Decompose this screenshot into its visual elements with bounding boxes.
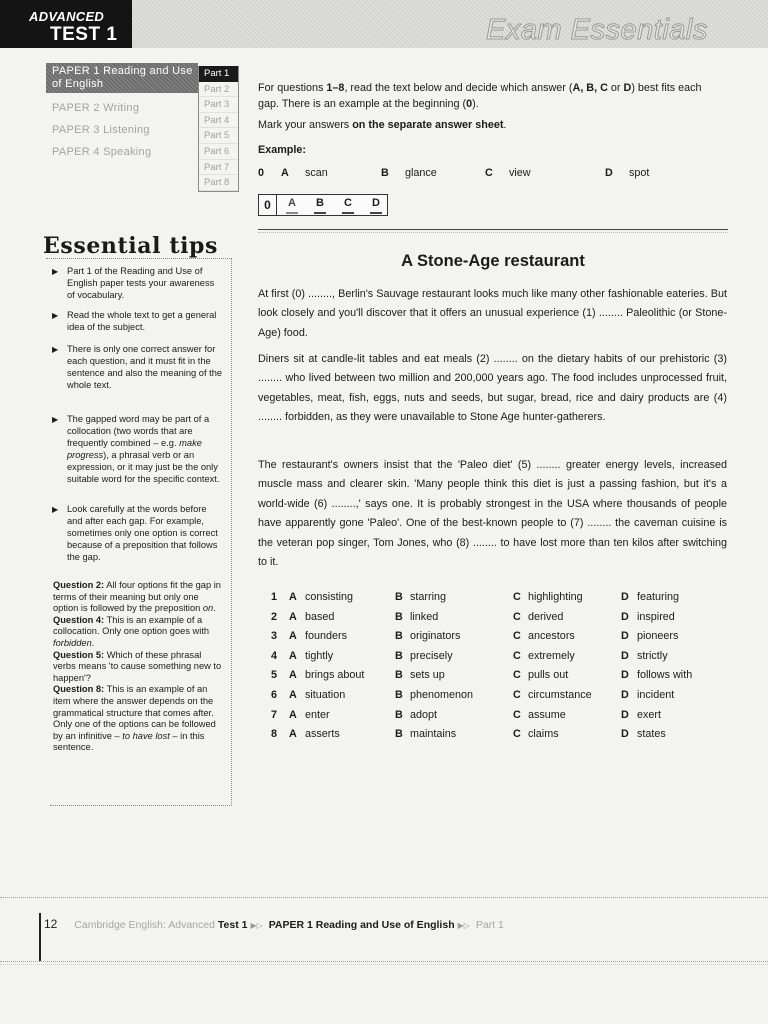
option-letter: C [513, 591, 521, 603]
option-letter: C [513, 649, 521, 662]
tips-title: Essential tips [43, 233, 219, 259]
example-label: Example: [258, 144, 307, 156]
options-table [258, 588, 728, 745]
part-item-5[interactable]: Part 5 [199, 128, 238, 144]
answer-sheet-note: Mark your answers on the separate answer sheet. [258, 119, 507, 131]
option-letter: A [289, 649, 297, 662]
answer-option-b[interactable]: B [313, 197, 327, 209]
option-word: brings about [305, 669, 365, 682]
question-note: Question 2: All four options fit the gap in terms of their meaning but only one option is followed by the preposition on. [53, 580, 221, 614]
part-item-3[interactable]: Part 3 [199, 97, 238, 113]
question-number: 4 [271, 649, 278, 662]
footer-rule [0, 964, 768, 965]
option-letter: C [513, 708, 521, 721]
question-number: 1 [271, 591, 278, 603]
option-row [258, 686, 728, 706]
option-letter: A [289, 630, 297, 643]
option-letter: B [395, 708, 403, 721]
option-letter: B [395, 630, 403, 643]
part-item-2[interactable]: Part 2 [199, 82, 238, 98]
option-word: extremely [528, 649, 575, 662]
option-word: inspired [637, 610, 675, 623]
question-note: Question 8: This is an example of an item where the answer depends on the grammatical structure that comes after. Only one of the options can be followed by an infinitive – to have lost – in this sentence. [53, 684, 216, 753]
exam-essentials-title: Exam Essentials [486, 14, 708, 46]
example-answer-sheet [258, 194, 388, 216]
footer-rule [0, 961, 768, 962]
test-label: TEST 1 [50, 24, 118, 45]
option-letter: D [621, 708, 629, 721]
option-word: enter [305, 708, 330, 721]
option-word: phenomenon [410, 688, 474, 701]
option-word: based [305, 610, 335, 623]
part-item-7[interactable]: Part 7 [199, 160, 238, 176]
answer-option-a[interactable]: A [285, 197, 299, 209]
option-letter: D [621, 669, 629, 682]
option-letter: B [395, 669, 403, 682]
option-word: precisely [410, 649, 453, 662]
question-number: 8 [271, 728, 278, 741]
example-row: 0 A scan B glance C view D spot [258, 167, 650, 179]
paper-item-4[interactable]: PAPER 4 Speaking [52, 146, 152, 158]
question-number: 7 [271, 708, 278, 721]
question-number: 6 [271, 688, 278, 701]
option-letter: A [289, 610, 297, 623]
footer-part: Part 1 [475, 919, 504, 931]
option-word: adopt [410, 708, 438, 721]
footer-page-marker [39, 913, 41, 961]
chevron-right-icon: ▶▷ [250, 921, 263, 930]
paper-item-2[interactable]: PAPER 2 Writing [52, 102, 140, 114]
tip-item: ▶ The gapped word may be part of a collocation (two words that are frequently combined – e.g. make progress), a phrasal verb or an expression, or it may just be the only suitable word for the specific context. [52, 414, 220, 484]
tip-item: ▶ There is only one correct answer for each question, and it must fit in the sentence and also the meaning of the whole text. [52, 344, 223, 390]
option-letter: C [513, 610, 521, 623]
option-letter: B [395, 591, 403, 603]
parts-nav [198, 66, 239, 192]
part-item-8[interactable]: Part 8 [199, 175, 238, 191]
option-row [258, 608, 728, 628]
option-word: consisting [305, 591, 354, 603]
tip-item: ▶ Look carefully at the words before and after each gap. For example, sometimes only one option is correct because of a preposition that follows the gap. [52, 504, 218, 562]
question-note: Question 5: Which of these phrasal verbs means 'to cause something new to happen'? [53, 649, 222, 683]
option-letter: A [289, 708, 297, 721]
option-letter: C [513, 688, 521, 701]
footer-paper: PAPER 1 Reading and Use of English [268, 919, 455, 931]
option-letter: B [395, 649, 403, 662]
tip-item: ▶ Read the whole text to get a general idea of the subject. [52, 310, 217, 332]
part-item-1[interactable]: Part 1 [199, 66, 238, 82]
tip-item: ▶ Part 1 of the Reading and Use of English paper tests your awareness of vocabulary. [52, 266, 215, 300]
page-number: 12 [44, 917, 58, 931]
option-word: highlighting [528, 591, 583, 603]
section-divider [258, 229, 728, 230]
option-word: assume [528, 708, 566, 721]
option-word: incident [637, 688, 675, 701]
option-word: maintains [410, 728, 457, 741]
option-letter: D [621, 591, 629, 603]
test-tab [0, 0, 132, 48]
bullet-arrow-icon: ▶ [52, 267, 59, 276]
footer-rule [0, 897, 768, 898]
option-word: sets up [410, 669, 445, 682]
footer-book-title: Cambridge English: Advanced [74, 919, 215, 931]
bullet-arrow-icon: ▶ [52, 345, 59, 354]
paper-item-1[interactable]: PAPER 1 Reading and Use of English [46, 63, 198, 93]
bullet-arrow-icon: ▶ [52, 415, 59, 424]
option-row [258, 627, 728, 647]
option-letter: A [289, 728, 297, 741]
option-letter: C [513, 630, 521, 643]
option-letter: C [513, 728, 521, 741]
footer-breadcrumb [44, 917, 504, 931]
footer-test: Test 1 [217, 919, 248, 931]
part-item-4[interactable]: Part 4 [199, 113, 238, 129]
option-word: pulls out [528, 669, 569, 682]
option-word: follows with [637, 669, 693, 682]
question-note: Question 4: This is an example of a collocation. Only one option goes with forbidden. [53, 614, 210, 648]
question-number: 5 [271, 669, 278, 682]
option-word: exert [637, 708, 662, 721]
option-word: states [637, 728, 666, 741]
option-word: claims [528, 728, 559, 741]
option-word: asserts [305, 728, 340, 741]
option-letter: B [395, 688, 403, 701]
question-notes [53, 580, 225, 754]
option-word: tightly [305, 649, 334, 662]
task-instructions: For questions 1–8, read the text below and decide which answer (A, B, C or D) best fits each gap. There is an example at the beginning (0). [258, 82, 702, 110]
answer-option-c[interactable]: C [341, 197, 355, 209]
option-word: strictly [637, 649, 668, 662]
passage-title: A Stone-Age restaurant [401, 252, 585, 270]
option-word: ancestors [528, 630, 575, 643]
option-letter: D [621, 688, 629, 701]
paper-item-3[interactable]: PAPER 3 Listening [52, 124, 150, 136]
option-word: situation [305, 688, 346, 701]
part-item-6[interactable]: Part 6 [199, 144, 238, 160]
option-row [258, 725, 728, 745]
option-row [258, 647, 728, 667]
option-word: featuring [637, 591, 680, 603]
papers-nav [46, 63, 198, 165]
option-word: circumstance [528, 688, 592, 701]
option-letter: D [621, 649, 629, 662]
option-letter: A [289, 688, 297, 701]
option-word: originators [410, 630, 461, 643]
tips-panel [50, 258, 232, 806]
question-number: 2 [271, 610, 278, 623]
bullet-arrow-icon: ▶ [52, 311, 59, 320]
option-letter: A [289, 669, 297, 682]
answer-sheet-number: 0 [259, 195, 277, 215]
chevron-right-icon: ▶▷ [457, 921, 470, 930]
option-row [258, 706, 728, 726]
option-letter: D [621, 630, 629, 643]
question-number: 3 [271, 630, 278, 643]
option-letter: A [289, 591, 297, 603]
option-letter: D [621, 610, 629, 623]
option-letter: B [395, 610, 403, 623]
passage-paragraph: The restaurant's owners insist that the 'Paleo diet' (5) ........ greater energy levels, increased muscle mass and clearer skin. 'Many people think this diet is just a passing fashion, but it's a world-wide (6) ........,' says one. It is probably strongest in the USA where thousands of people have apparently gone 'Paleo'. One of the best-known people to (7) ........ the caveman cuisine is the veteran pop singer, Tom Jones, who (8) ........ to have lost more than ten kilos after switching to it. [258, 459, 727, 569]
option-word: pioneers [637, 630, 679, 643]
option-word: derived [528, 610, 564, 623]
passage-paragraph: Diners sit at candle-lit tables and eat meals (2) ........ on the dietary habits of our prehistoric (3) ........ who lived between two million and 200,000 years ago. The food includes unprocessed fruit, vegetables, meat, fish, eggs, nuts and seeds, but sugar, bread, rice and dairy products are (4) ........ forbidden, as they were unavailable to Stone Age hunter-gatherers. [258, 353, 727, 424]
option-letter: D [621, 728, 629, 741]
option-letter: C [513, 669, 521, 682]
option-row [258, 666, 728, 686]
level-label: ADVANCED [29, 9, 105, 24]
answer-option-d[interactable]: D [369, 197, 383, 209]
option-letter: B [395, 728, 403, 741]
section-divider-dotted [258, 232, 728, 233]
bullet-arrow-icon: ▶ [52, 505, 59, 514]
option-word: linked [410, 610, 439, 623]
option-word: starring [410, 591, 447, 603]
option-word: founders [305, 630, 348, 643]
option-row [258, 588, 728, 608]
passage-paragraph: At first (0) ........, Berlin's Sauvage restaurant looks much like many other fashionable eateries. But look closely and you'll discover that it offers an unusual experience (1) ........ Paleolithic (or Stone-Age) food. [258, 288, 727, 339]
